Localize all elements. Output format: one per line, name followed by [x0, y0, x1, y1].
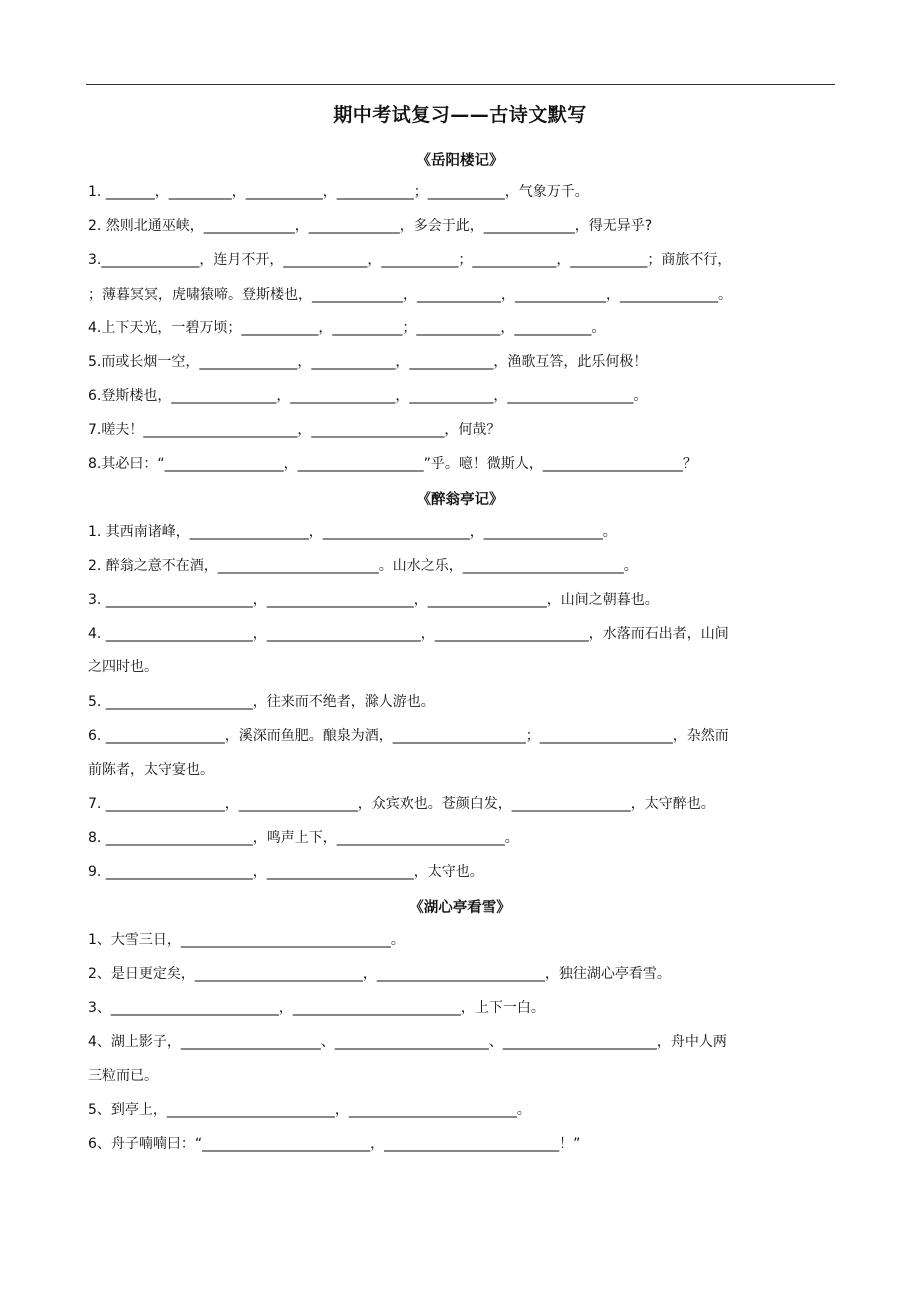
- question-line: 5.而或长烟一空，______________，____________，____________，渔歌互答，此乐何极！: [88, 354, 648, 370]
- question-line: 6、舟子喃喃曰：“________________________，_________________________！”: [88, 1136, 581, 1152]
- question-line: 8.其必曰：“_________________，__________________”乎。噫！微斯人，____________________？: [88, 456, 697, 472]
- question-line: 2. 醉翁之意不在酒，_______________________。山水之乐，_______________________。: [88, 558, 638, 574]
- question-line: 6. _________________，溪深而鱼肥。酿泉为酒，___________________；___________________，杂然而: [88, 728, 729, 744]
- question-line: ；薄暮冥冥，虎啸猿啼。登斯楼也，_____________，____________，_____________，______________。: [88, 287, 732, 303]
- question-line: 8. _____________________，鸣声上下，________________________。: [88, 830, 519, 846]
- question-line-continued: 之四时也。: [88, 659, 158, 675]
- question-line: 2、是日更定矣，________________________，________________________，独往湖心亭看雪。: [88, 966, 671, 982]
- question-line: 4. _____________________，______________________，______________________，水落而石出者，山间: [88, 626, 729, 642]
- question-line: 7.嗟夫！______________________，___________________，何哉？: [88, 422, 501, 438]
- section-heading-yueyanglou: 《岳阳楼记》: [416, 153, 504, 169]
- question-line: 1. 其西南诸峰，_________________，_____________________，_________________。: [88, 524, 617, 540]
- section-heading-huxinting: 《湖心亭看雪》: [409, 900, 511, 916]
- question-line: 2. 然则北通巫峡，_____________，_____________，多会于此，_____________，得无异乎?: [88, 218, 653, 234]
- question-line: 1、大雪三日，______________________________。: [88, 932, 405, 948]
- question-line-continued: 前陈者，太守宴也。: [88, 762, 214, 778]
- question-line: 3.______________，连月不开，____________，___________；____________，___________；商旅不行，: [88, 252, 732, 268]
- question-line: 9. _____________________，_____________________，太守也。: [88, 864, 484, 880]
- question-line: 5. _____________________，往来而不绝者，滁人游也。: [88, 694, 435, 710]
- question-line: 4、湖上影子，____________________、______________________、______________________，舟中人两: [88, 1034, 727, 1050]
- question-line: 7. _________________，_________________，众宾欢也。苍颜白发，_________________，太守醉也。: [88, 796, 715, 812]
- question-line: 6.登斯楼也，_______________，_______________，____________，__________________。: [88, 388, 648, 404]
- header-rule: [86, 84, 835, 85]
- page-title: 期中考试复习——古诗文默写: [333, 104, 587, 126]
- question-line: 1. _______，_________，___________，___________；___________，气象万千。: [88, 184, 589, 200]
- question-line-continued: 三粒而已。: [88, 1068, 158, 1084]
- question-line: 5、到亭上，________________________，________________________。: [88, 1102, 531, 1118]
- question-line: 3、________________________，________________________，上下一白。: [88, 1000, 545, 1016]
- section-heading-zuiwengting: 《醉翁亭记》: [416, 492, 504, 508]
- question-line: 3. _____________________，_____________________，_________________，山间之朝暮也。: [88, 592, 659, 608]
- question-line: 4.上下天光，一碧万顷；___________，__________；____________，___________。: [88, 320, 606, 336]
